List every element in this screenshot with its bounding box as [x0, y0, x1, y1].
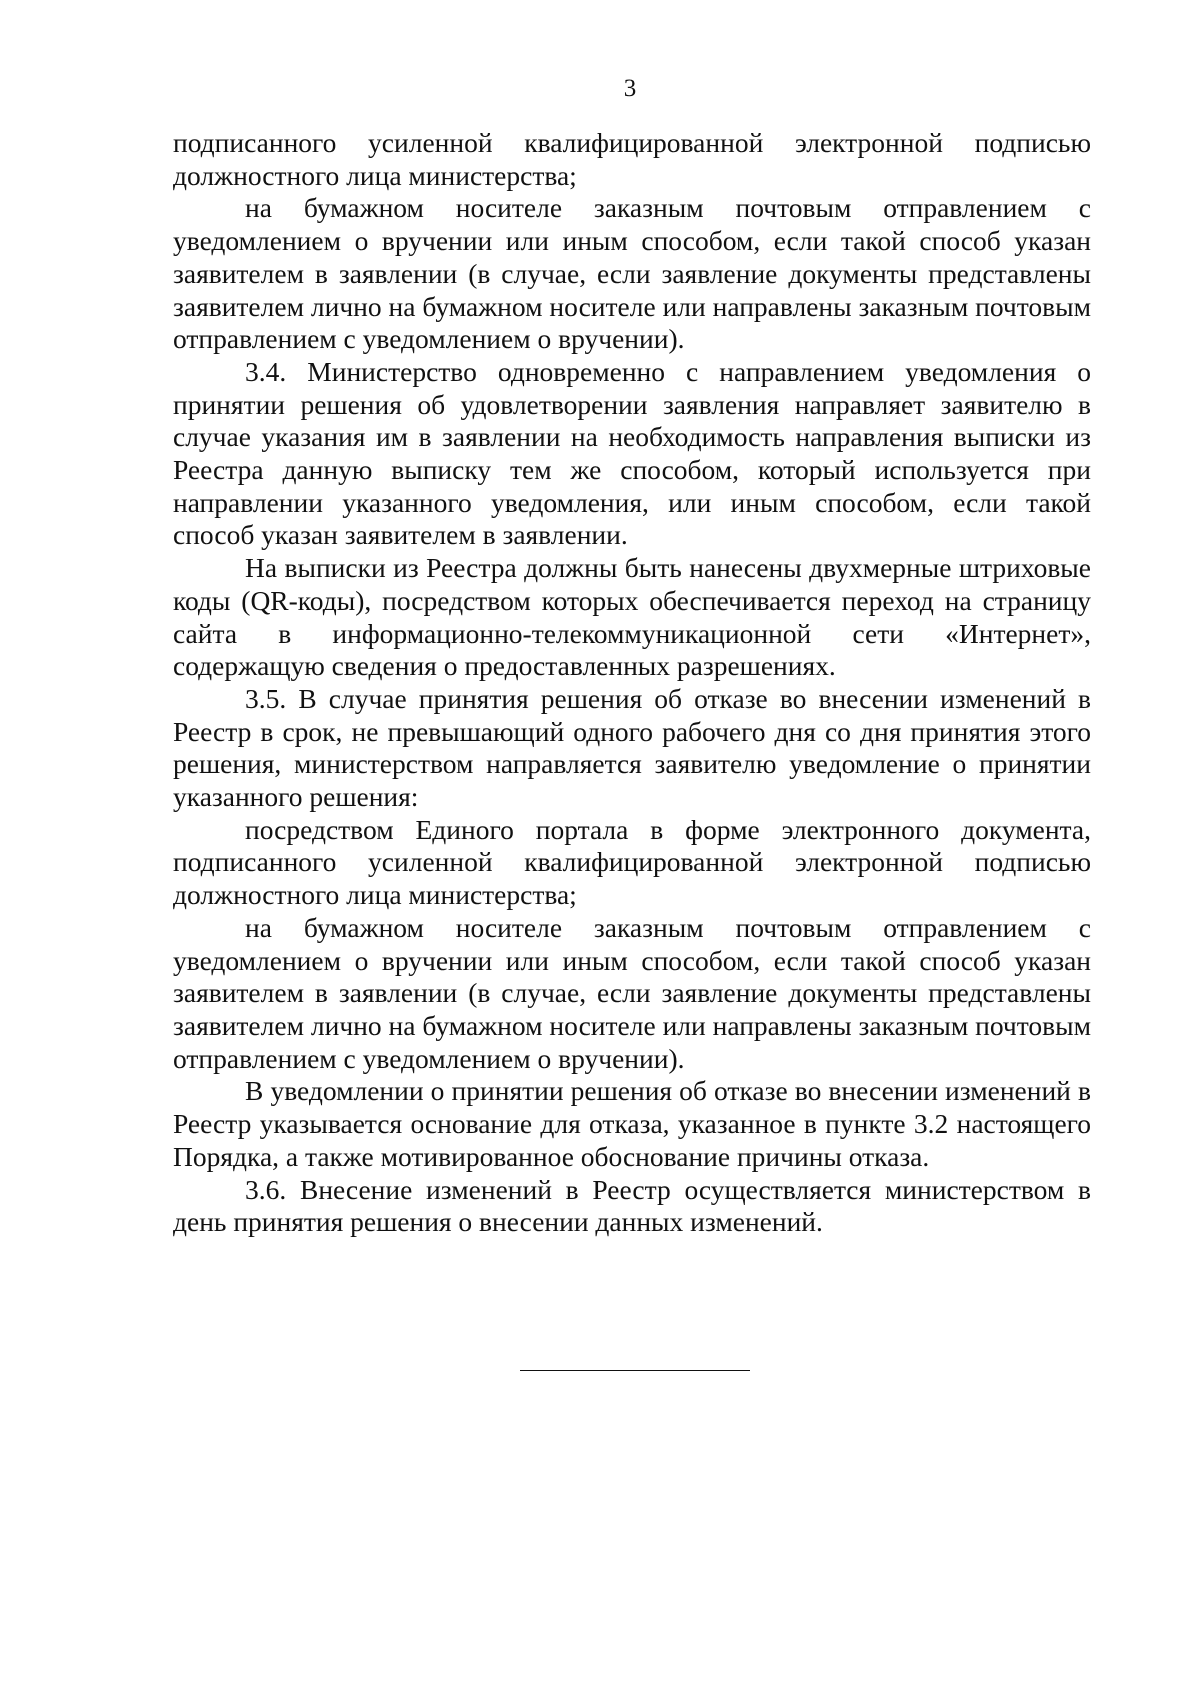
page-number: 3	[623, 75, 637, 102]
paragraph-portal-delivery: посредством Единого портала в форме электронного документа, подписанного усиленной квалифицированной электронной подписью должностного лица министерства;	[173, 813, 1091, 911]
paragraph-refusal-grounds: В уведомлении о принятии решения об отказе во внесении изменений в Реестр указывается основание для отказа, указанное в пункте 3.2 настоящего Порядка, а также мотивированное обоснование причины отказа.	[173, 1075, 1091, 1172]
paragraph-3-4: 3.4. Министерство одновременно с направлением уведомления о принятии решения об удовлетворении заявления направляет заявителю в случае указания им в заявлении на необходимость направления выписки из Реестра данную выписку тем же способом, который используется при направлении указанного уведомления, или иным способом, если такой способ указан заявителем в заявлении.	[173, 355, 1091, 551]
paragraph-qr-codes: На выписки из Реестра должны быть нанесены двухмерные штриховые коды (QR-коды), посредством которых обеспечивается переход на страницу сайта в информационно-телекоммуникационной сети «Интернет», содержащую сведения о предоставленных разрешениях.	[173, 552, 1091, 682]
paragraph-signature-continuation: подписанного усиленной квалифицированной электронной подписью должностного лица министерства;	[173, 127, 1091, 191]
paragraph-3-5: 3.5. В случае принятия решения об отказе во внесении изменений в Реестр в срок, не превышающий одного рабочего дня со дня принятия этого решения, министерством направляется заявителю уведомление о принятии указанного решения:	[173, 682, 1091, 813]
paragraph-paper-delivery: на бумажном носителе заказным почтовым отправлением с уведомлением о вручении или иным способом, если такой способ указан заявителем в заявлении (в случае, если заявление документы представлены заявителем лично на бумажном носителе или направлены заказным почтовым отправлением с уведомлением о вручении).	[173, 192, 1091, 355]
end-of-document-rule	[520, 1370, 750, 1371]
paragraph-paper-delivery-refusal: на бумажном носителе заказным почтовым отправлением с уведомлением о вручении или иным способом, если такой способ указан заявителем в заявлении (в случае, если заявление документы представлены заявителем лично на бумажном носителе или направлены заказным почтовым отправлением с уведомлением о вручении).	[173, 911, 1091, 1074]
document-body	[173, 127, 1091, 1239]
paragraph-3-6: 3.6. Внесение изменений в Реестр осуществляется министерством в день принятия решения о внесении данных изменений.	[173, 1173, 1091, 1238]
